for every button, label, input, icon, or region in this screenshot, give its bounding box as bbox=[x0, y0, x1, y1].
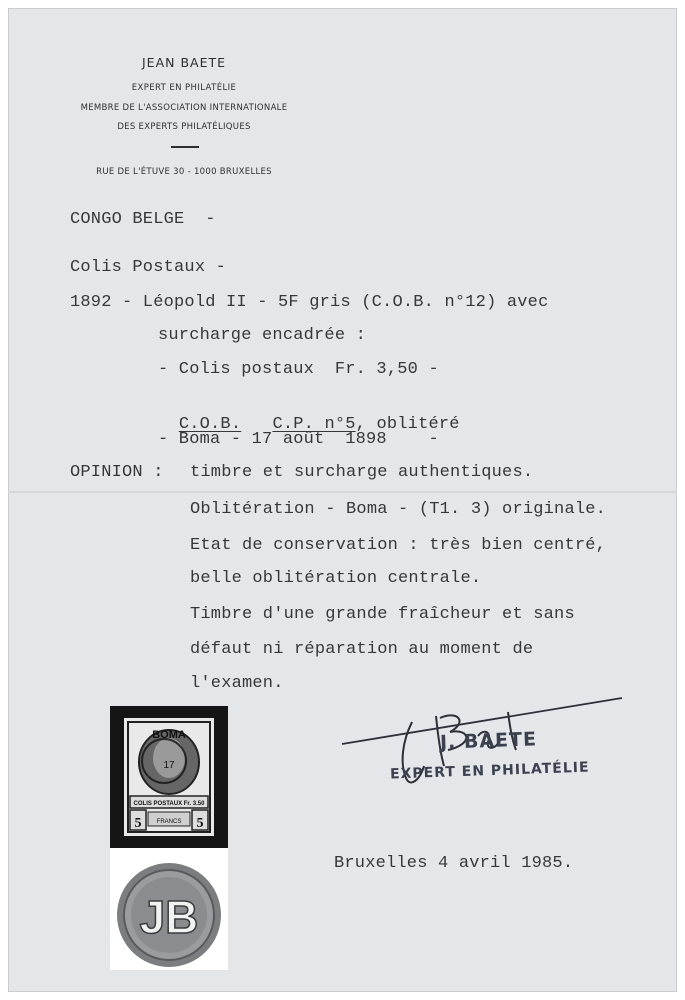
country-line: CONGO BELGE - bbox=[70, 210, 216, 229]
opinion-line-7: l'examen. bbox=[190, 674, 284, 693]
letterhead-address: RUE DE L'ÉTUVE 30 - 1000 BRUXELLES bbox=[96, 167, 272, 177]
stamp-description-line: 1892 - Léopold II - 5F gris (C.O.B. n°12) avec bbox=[70, 293, 549, 312]
opinion-line-5: Timbre d'une grande fraîcheur et sans bbox=[190, 605, 575, 624]
cob-status: , oblitéré bbox=[355, 415, 460, 434]
stamp-value-right: 5 bbox=[196, 816, 204, 831]
opinion-line-4: belle oblitération centrale. bbox=[190, 569, 482, 588]
stamp-postmark-city: BOMA bbox=[152, 729, 186, 741]
opinion-line-3: Etat de conservation : très bien centré, bbox=[190, 536, 607, 555]
series-line: Colis Postaux - bbox=[70, 258, 227, 277]
stamp-value-center: FRANCS bbox=[156, 819, 182, 825]
expert-stamp-title: EXPERT EN PHILATÉLIE bbox=[389, 759, 590, 783]
cob-label: C.O.B. bbox=[178, 415, 242, 434]
letterhead-divider bbox=[171, 146, 199, 148]
letterhead-membership-2: DES EXPERTS PHILATÉLIQUES bbox=[117, 122, 251, 132]
embossed-seal bbox=[114, 860, 224, 970]
cob-reference-line bbox=[158, 396, 460, 434]
postmark-line: - Boma - 17 août 1898 - bbox=[158, 430, 439, 449]
surcharge-line: surcharge encadrée : bbox=[158, 326, 367, 345]
letterhead-name: JEAN BAETE bbox=[141, 55, 227, 70]
cob-number: C.P. n°5 bbox=[272, 415, 356, 434]
opinion-line-1: timbre et surcharge authentiques. bbox=[190, 463, 534, 482]
paper-fold-line bbox=[8, 491, 677, 493]
letterhead-title: EXPERT EN PHILATÉLIE bbox=[131, 83, 237, 93]
opinion-label: OPINION : bbox=[70, 463, 164, 482]
stamp-photo bbox=[110, 706, 228, 848]
opinion-line-6: défaut ni réparation au moment de bbox=[190, 640, 534, 659]
seal-initials: JB bbox=[139, 891, 199, 943]
letterhead-membership-1: MEMBRE DE L'ASSOCIATION INTERNATIONALE bbox=[80, 103, 288, 113]
surcharge-text-line: - Colis postaux Fr. 3,50 - bbox=[158, 360, 439, 379]
stamp-value-left: 5 bbox=[134, 816, 142, 831]
expert-stamp-name: J. BAETE bbox=[439, 728, 538, 754]
opinion-line-2: Oblitération - Boma - (T1. 3) originale. bbox=[190, 500, 607, 519]
place-date-line: Bruxelles 4 avril 1985. bbox=[334, 854, 574, 873]
stamp-postmark-day: 17 bbox=[163, 760, 175, 771]
stamp-overprint: COLIS POSTAUX Fr. 3.50 bbox=[133, 801, 205, 807]
